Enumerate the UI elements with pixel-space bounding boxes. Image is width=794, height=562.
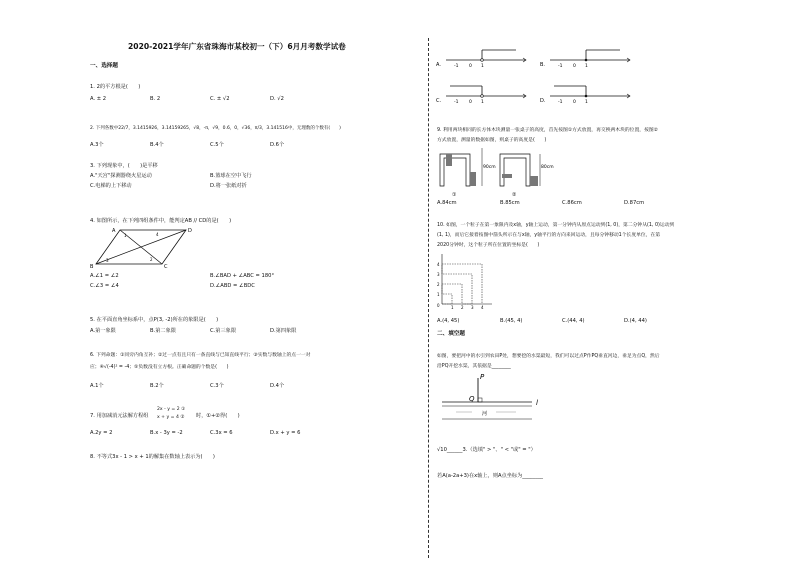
question-1: 1. 2的平方根是( )	[90, 84, 141, 90]
q6-option-a: A.1个	[90, 383, 104, 389]
q4-option-c: C.∠3 = ∠4	[90, 283, 119, 289]
tick-label: 0	[469, 64, 472, 69]
q3-option-d: D.将一张纸对折	[210, 183, 247, 189]
wood-block	[470, 172, 476, 186]
svg-text:3: 3	[106, 258, 109, 263]
svg-text:C.: C.	[436, 98, 442, 104]
parallelogram-figure	[90, 226, 200, 270]
q1-option-d: D. √2	[270, 96, 284, 102]
q6-option-c: C.3个	[210, 383, 224, 389]
q7-option-b: B.x - 3y = -2	[150, 430, 183, 436]
fig-label-2: ②	[512, 192, 517, 198]
q9-option-d: D.87cm	[624, 200, 645, 206]
section-choice-heading: 一、选择题	[90, 63, 118, 69]
q4-option-b: B.∠BAD + ∠ABC = 180°	[210, 273, 275, 279]
svg-text:4: 4	[437, 262, 440, 267]
question-10-line3: 2020分钟时，这个粒子所在位置的坐标是( )	[437, 243, 540, 248]
q5-option-c: C.第三象限	[210, 328, 237, 334]
q6-option-b: B.2个	[150, 383, 164, 389]
table-block-figure	[436, 146, 554, 198]
fill-question-1-line2: 沿PQ开挖水渠，其依据是________	[437, 364, 511, 369]
q10-option-a: A.(4, 45)	[437, 318, 460, 324]
point-p-label: P	[480, 373, 485, 381]
svg-text:C: C	[164, 264, 168, 270]
q1-option-a: A. ± 2	[90, 96, 107, 102]
svg-text:D.: D.	[540, 98, 546, 104]
tick-label: 1	[585, 100, 588, 105]
q9-option-c: C.86cm	[562, 200, 582, 206]
svg-text:3: 3	[471, 305, 474, 310]
wood-block	[502, 174, 512, 178]
wood-block	[530, 176, 538, 186]
question-6-line2: 应；④√(-4)² = -4；⑤负数没有立方根。正确命题的个数是( )	[90, 365, 229, 370]
question-5: 5. 在平面直角坐标系中，点P(3, -2)所在的象限是( )	[90, 317, 219, 323]
river-figure	[436, 372, 556, 424]
svg-text:0: 0	[437, 303, 440, 308]
svg-text:3: 3	[437, 272, 440, 277]
svg-text:2: 2	[461, 305, 464, 310]
tick-label: 1	[481, 64, 484, 69]
q8-option-d-numberline	[540, 76, 640, 104]
svg-text:1: 1	[124, 233, 127, 238]
tick-label: 1	[481, 100, 484, 105]
tick-label: -1	[558, 64, 563, 69]
fill-question-1: 如图，要把河中的水引到农田P处，想要挖的水渠最短，我们可以过点P作PQ垂直河边，垂足为点Q，然后	[437, 354, 660, 359]
question-7-tail: 时，①+②得( )	[196, 413, 240, 419]
q10-option-b: B.(45, 4)	[500, 318, 523, 324]
svg-text:4: 4	[156, 232, 159, 237]
fig-label-1: ①	[452, 192, 457, 198]
q3-option-b: B.篮球在空中飞行	[210, 173, 252, 179]
tick-label: -1	[454, 64, 459, 69]
fill-question-3: 若A(a-2a+3)在x轴上，则A点坐标为________	[437, 473, 544, 479]
q5-option-a: A.第一象限	[90, 328, 116, 334]
question-3: 3. 下列现象中，( )是平移	[90, 163, 158, 169]
q10-option-c: C.(44, 4)	[562, 318, 585, 324]
question-4: 4. 如图所示，在下列四组条件中，能判定AB // CD的是( )	[90, 218, 232, 224]
question-8: 8. 不等式3x - 1 > x + 1的解集在数轴上表示为( )	[90, 454, 215, 460]
tick-label: 0	[469, 100, 472, 105]
q5-option-b: B.第二象限	[150, 328, 176, 334]
q3-option-a: A."天宫"探测器绕火星运动	[90, 173, 152, 179]
q2-option-b: B.4个	[150, 142, 164, 148]
q9-option-a: A.84cm	[437, 200, 457, 206]
tick-label: 1	[585, 64, 588, 69]
svg-text:A: A	[112, 228, 116, 234]
column-divider	[428, 38, 429, 558]
svg-text:1: 1	[451, 305, 454, 310]
river-label: 河	[482, 411, 488, 417]
tick-label: -1	[558, 100, 563, 105]
q4-option-a: A.∠1 = ∠2	[90, 273, 119, 279]
q8-option-c-numberline	[436, 76, 536, 104]
height-label-2: 80cm	[541, 165, 554, 170]
q3-option-c: C.电梯的上下移动	[90, 183, 132, 189]
q7-equation-1: 2x - y = 2 ①	[157, 407, 186, 412]
q8-option-b-numberline	[540, 40, 640, 68]
q1-option-b: B. 2	[150, 96, 161, 102]
wood-block	[446, 154, 452, 166]
question-6: 6. 下列命题：①同旁内角互补；②过一点有且只有一条直线与已知直线平行；③实数与数轴上的点一一对	[90, 353, 311, 358]
q10-option-d: D.(4, 44)	[624, 318, 647, 324]
q2-option-a: A.3个	[90, 142, 104, 148]
svg-text:4: 4	[481, 305, 484, 310]
question-7: 7. 用加减消元法解方程组	[90, 413, 149, 419]
svg-text:2: 2	[150, 257, 153, 262]
svg-text:1: 1	[437, 292, 440, 297]
question-9: 9. 利用两块相同的长方体木块测量一张桌子的高度，首先按图①方式放置，再交换两木块的位置，按图②	[437, 128, 658, 133]
exam-title: 2020-2021学年广东省珠海市某校初一（下）6月月考数学试卷	[128, 42, 346, 51]
q6-option-d: D.4个	[270, 383, 285, 389]
question-10-line2: (1, 1)，而后它接着按图中箭头所示在与x轴，y轴平行的方向来回运动，且每分钟移动1个长度单位，在第	[437, 233, 661, 238]
tick-label: 0	[573, 100, 576, 105]
q4-option-d: D.∠ABD = ∠BDC	[210, 283, 255, 289]
point-q-label: Q	[469, 395, 475, 403]
svg-text:2: 2	[437, 282, 440, 287]
fill-question-2: √10______3.（选填" > "、" < "或" = "）	[437, 447, 536, 453]
q2-option-d: D.6个	[270, 142, 285, 148]
q9-option-b: B.85cm	[500, 200, 520, 206]
height-label-1: 90cm	[483, 165, 496, 170]
q7-option-d: D.x + y = 6	[270, 430, 301, 436]
section-fill-heading: 二、填空题	[437, 331, 465, 337]
q7-option-c: C.3x = 6	[210, 430, 233, 436]
q8-option-a-numberline	[436, 40, 536, 68]
svg-text:D: D	[188, 228, 192, 234]
q7-equation-2: x + y = 4 ②	[157, 415, 185, 420]
question-10: 10. 如图，一个粒子在第一象限内及x轴，y轴上运动，第一分钟内从原点运动到(1, 0)，第二分钟从(1, 0)运动到	[437, 223, 675, 228]
svg-text:B: B	[90, 264, 94, 270]
q7-option-a: A.2y = 2	[90, 430, 113, 436]
q2-option-c: C.5个	[210, 142, 224, 148]
svg-text:B.: B.	[540, 62, 546, 68]
q5-option-d: D.第四象限	[270, 328, 297, 334]
line-l-label: l	[536, 399, 538, 407]
question-9-line2: 方式放置，测量的数据如图，则桌子的高度是( )	[437, 138, 547, 143]
svg-text:A.: A.	[436, 62, 441, 68]
question-2: 2. 下列各数中22/7，3.1415926，3.14159265，√8，-π，√9，0.6，0，√36，π/3，3.141516中，无理数的个数有( )	[90, 126, 341, 131]
tick-label: -1	[454, 100, 459, 105]
tick-label: 0	[573, 64, 576, 69]
particle-path-figure	[436, 252, 496, 310]
q1-option-c: C. ± √2	[210, 96, 230, 102]
